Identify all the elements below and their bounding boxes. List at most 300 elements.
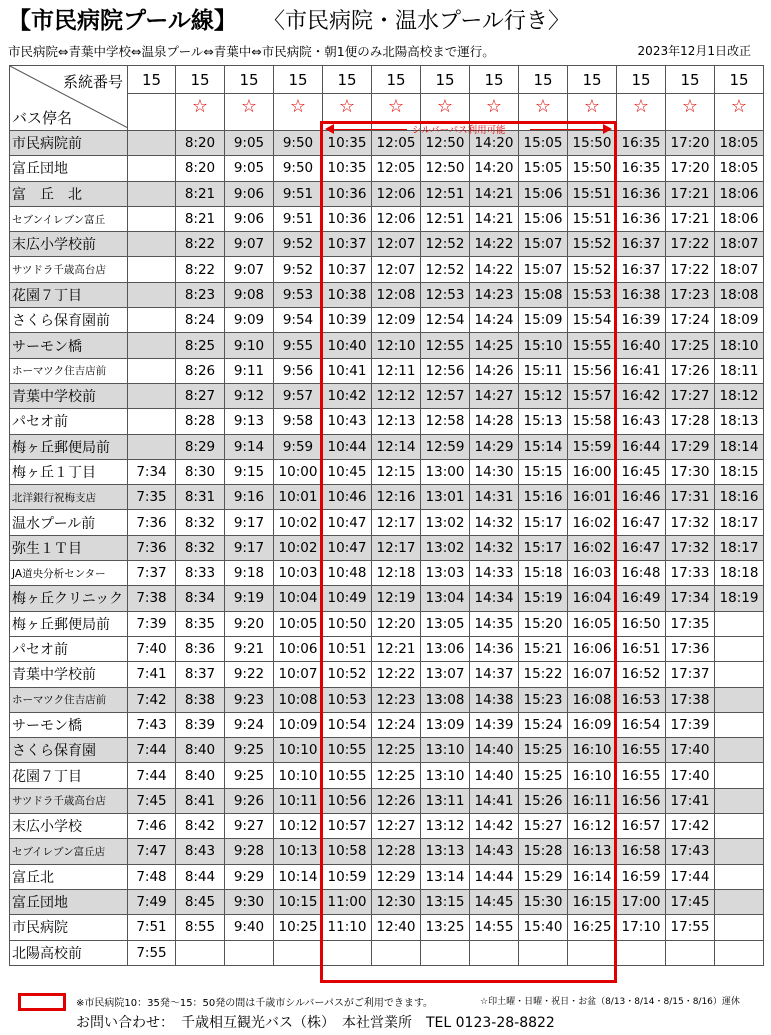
table-row: [10, 156, 764, 181]
departure-time: 15:52: [568, 232, 617, 257]
departure-time: 15:12: [519, 383, 568, 408]
departure-time: 7:39: [128, 611, 176, 636]
departure-time: [470, 940, 519, 965]
silver-pass-note: ※市民病院10：35発～15：50発の間は千歳市シルバーパスがご利用できます。: [76, 998, 434, 1009]
departure-time: 17:20: [666, 156, 715, 181]
departure-time: 12:23: [372, 687, 421, 712]
departure-time: [715, 611, 764, 636]
departure-time: 16:45: [617, 459, 666, 484]
departure-time: 17:36: [666, 636, 715, 661]
departure-time: 16:42: [617, 383, 666, 408]
departure-time: 17:44: [666, 864, 715, 889]
departure-time: 8:36: [176, 636, 225, 661]
departure-time: 12:14: [372, 434, 421, 459]
departure-time: 15:23: [519, 687, 568, 712]
stop-name: JA道央分析センター: [10, 561, 128, 586]
departure-time: 14:40: [470, 763, 519, 788]
departure-time: 18:07: [715, 232, 764, 257]
legend-red-box: [18, 993, 66, 1011]
table-row: [10, 738, 764, 763]
departure-time: 13:04: [421, 586, 470, 611]
departure-time: 14:32: [470, 510, 519, 535]
table-row: [10, 561, 764, 586]
departure-time: 9:16: [225, 485, 274, 510]
departure-time: 9:53: [274, 282, 323, 307]
stop-name: 青葉中学校前: [10, 383, 128, 408]
departure-time: 8:24: [176, 308, 225, 333]
departure-time: 8:35: [176, 611, 225, 636]
departure-time: 7:43: [128, 712, 176, 737]
departure-time: 15:51: [568, 181, 617, 206]
departure-time: 8:32: [176, 535, 225, 560]
departure-time: 7:42: [128, 687, 176, 712]
departure-time: 16:41: [617, 358, 666, 383]
departure-time: 16:00: [568, 459, 617, 484]
table-row: [10, 687, 764, 712]
departure-time: 17:40: [666, 738, 715, 763]
departure-time: 16:35: [617, 131, 666, 156]
route-number-cell: 15: [470, 66, 519, 94]
table-row: [10, 232, 764, 257]
revision-date: 2023年12月1日改正: [637, 44, 751, 58]
departure-time: 9:51: [274, 206, 323, 231]
departure-time: 14:24: [470, 308, 519, 333]
stop-name: 青葉中学校前: [10, 662, 128, 687]
departure-time: 17:21: [666, 181, 715, 206]
departure-time: 7:36: [128, 510, 176, 535]
departure-time: 16:38: [617, 282, 666, 307]
departure-time: 18:05: [715, 131, 764, 156]
departure-time: 15:52: [568, 257, 617, 282]
departure-time: 9:26: [225, 788, 274, 813]
departure-time: 9:23: [225, 687, 274, 712]
departure-time: 12:07: [372, 232, 421, 257]
departure-time: 12:25: [372, 763, 421, 788]
departure-time: 15:22: [519, 662, 568, 687]
departure-time: 16:56: [617, 788, 666, 813]
departure-time: 14:29: [470, 434, 519, 459]
departure-time: [128, 383, 176, 408]
departure-time: 7:55: [128, 940, 176, 965]
departure-time: [715, 763, 764, 788]
departure-time: 17:25: [666, 333, 715, 358]
table-row: [10, 586, 764, 611]
departure-time: 17:00: [617, 889, 666, 914]
departure-time: 12:17: [372, 510, 421, 535]
departure-time: 10:59: [323, 864, 372, 889]
departure-time: 8:33: [176, 561, 225, 586]
timetable-subtitle: 〈市民病院・温水プール行き〉: [263, 9, 570, 34]
departure-time: 18:13: [715, 409, 764, 434]
departure-time: 8:40: [176, 763, 225, 788]
departure-time: 13:03: [421, 561, 470, 586]
table-row: [10, 915, 764, 940]
departure-time: 17:26: [666, 358, 715, 383]
departure-time: 12:57: [421, 383, 470, 408]
departure-time: [274, 940, 323, 965]
departure-time: 10:08: [274, 687, 323, 712]
departure-time: 9:50: [274, 131, 323, 156]
departure-time: 9:05: [225, 156, 274, 181]
departure-time: 9:18: [225, 561, 274, 586]
departure-time: 15:40: [519, 915, 568, 940]
arrow-right-icon: [603, 124, 612, 134]
departure-time: 10:09: [274, 712, 323, 737]
departure-time: 18:05: [715, 156, 764, 181]
departure-time: 12:50: [421, 156, 470, 181]
route-number-label: 系統番号: [62, 73, 123, 91]
departure-time: 14:26: [470, 358, 519, 383]
departure-time: 14:21: [470, 206, 519, 231]
departure-time: 10:12: [274, 814, 323, 839]
departure-time: 17:20: [666, 131, 715, 156]
stop-name: 温水プール前: [10, 510, 128, 535]
departure-time: 16:02: [568, 535, 617, 560]
table-row: [10, 662, 764, 687]
departure-time: 16:13: [568, 839, 617, 864]
departure-time: [128, 257, 176, 282]
departure-time: 10:02: [274, 510, 323, 535]
star-mark: ☆: [176, 94, 225, 131]
departure-time: 13:14: [421, 864, 470, 889]
route-number-cell: 15: [568, 66, 617, 94]
departure-time: 12:10: [372, 333, 421, 358]
departure-time: 18:16: [715, 485, 764, 510]
departure-time: 16:47: [617, 535, 666, 560]
departure-time: 12:52: [421, 257, 470, 282]
departure-time: 10:37: [323, 257, 372, 282]
departure-time: 13:05: [421, 611, 470, 636]
route-number-cell: 15: [666, 66, 715, 94]
departure-time: 9:30: [225, 889, 274, 914]
departure-time: 8:22: [176, 257, 225, 282]
departure-time: 9:07: [225, 232, 274, 257]
departure-time: 16:55: [617, 763, 666, 788]
stop-name: 末広小学校前: [10, 232, 128, 257]
departure-time: 15:17: [519, 535, 568, 560]
departure-time: 10:41: [323, 358, 372, 383]
star-mark: ☆: [470, 94, 519, 131]
departure-time: 17:31: [666, 485, 715, 510]
departure-time: 10:25: [274, 915, 323, 940]
star-mark: ☆: [372, 94, 421, 131]
departure-time: 15:28: [519, 839, 568, 864]
departure-time: 17:30: [666, 459, 715, 484]
departure-time: [128, 409, 176, 434]
departure-time: 15:14: [519, 434, 568, 459]
stop-name: さくら保育園: [10, 738, 128, 763]
departure-time: 10:15: [274, 889, 323, 914]
table-row: [10, 712, 764, 737]
departure-time: 13:02: [421, 535, 470, 560]
departure-time: 9:25: [225, 763, 274, 788]
departure-time: 12:27: [372, 814, 421, 839]
route-number-cell: 15: [128, 66, 176, 94]
departure-time: 17:35: [666, 611, 715, 636]
departure-time: 15:18: [519, 561, 568, 586]
departure-time: 11:00: [323, 889, 372, 914]
departure-time: 8:45: [176, 889, 225, 914]
departure-time: 8:20: [176, 156, 225, 181]
table-row: [10, 940, 764, 965]
departure-time: 16:43: [617, 409, 666, 434]
departure-time: 10:11: [274, 788, 323, 813]
departure-time: 8:30: [176, 459, 225, 484]
departure-time: 8:55: [176, 915, 225, 940]
departure-time: [128, 206, 176, 231]
departure-time: 10:47: [323, 535, 372, 560]
departure-time: 14:42: [470, 814, 519, 839]
table-row: [10, 434, 764, 459]
departure-time: 8:21: [176, 206, 225, 231]
table-row: [10, 485, 764, 510]
departure-time: 10:51: [323, 636, 372, 661]
departure-time: 14:38: [470, 687, 519, 712]
departure-time: [715, 712, 764, 737]
departure-time: 16:08: [568, 687, 617, 712]
table-row: [10, 206, 764, 231]
departure-time: 9:52: [274, 232, 323, 257]
departure-time: 18:19: [715, 586, 764, 611]
departure-time: 13:25: [421, 915, 470, 940]
departure-time: 14:21: [470, 181, 519, 206]
departure-time: 17:39: [666, 712, 715, 737]
departure-time: 12:06: [372, 181, 421, 206]
departure-time: 14:32: [470, 535, 519, 560]
departure-time: 10:01: [274, 485, 323, 510]
silver-arrow-left-line: [332, 129, 407, 130]
stop-name: 富丘団地: [10, 889, 128, 914]
departure-time: 15:10: [519, 333, 568, 358]
departure-time: [519, 940, 568, 965]
departure-time: 10:05: [274, 611, 323, 636]
star-mark: [128, 94, 176, 131]
departure-time: 17:22: [666, 257, 715, 282]
departure-time: 18:18: [715, 561, 764, 586]
departure-time: 16:39: [617, 308, 666, 333]
departure-time: 15:24: [519, 712, 568, 737]
table-row: [10, 763, 764, 788]
departure-time: 12:05: [372, 131, 421, 156]
departure-time: 8:26: [176, 358, 225, 383]
departure-time: [176, 940, 225, 965]
departure-time: 17:55: [666, 915, 715, 940]
table-row: [10, 282, 764, 307]
star-mark: ☆: [666, 94, 715, 131]
departure-time: 14:22: [470, 257, 519, 282]
departure-time: 8:40: [176, 738, 225, 763]
stop-name: 梅ヶ丘１丁目: [10, 459, 128, 484]
departure-time: 10:10: [274, 738, 323, 763]
departure-time: 12:25: [372, 738, 421, 763]
departure-time: 15:05: [519, 156, 568, 181]
table-row: [10, 510, 764, 535]
table-row: [10, 383, 764, 408]
departure-time: 8:42: [176, 814, 225, 839]
departure-time: 7:34: [128, 459, 176, 484]
departure-time: 10:56: [323, 788, 372, 813]
stop-name: 北洋銀行祝梅支店: [10, 485, 128, 510]
stop-name: 市民病院: [10, 915, 128, 940]
departure-time: 10:42: [323, 383, 372, 408]
departure-time: 13:15: [421, 889, 470, 914]
departure-time: 9:24: [225, 712, 274, 737]
departure-time: 10:35: [323, 131, 372, 156]
stop-name: サーモン橋: [10, 712, 128, 737]
departure-time: 16:01: [568, 485, 617, 510]
departure-time: 15:50: [568, 156, 617, 181]
departure-time: 10:04: [274, 586, 323, 611]
departure-time: 12:29: [372, 864, 421, 889]
departure-time: 10:39: [323, 308, 372, 333]
departure-time: 17:40: [666, 763, 715, 788]
departure-time: 8:31: [176, 485, 225, 510]
departure-time: 16:07: [568, 662, 617, 687]
departure-time: 16:53: [617, 687, 666, 712]
departure-time: 9:20: [225, 611, 274, 636]
departure-time: 17:33: [666, 561, 715, 586]
departure-time: 11:10: [323, 915, 372, 940]
departure-time: 13:02: [421, 510, 470, 535]
departure-time: 10:07: [274, 662, 323, 687]
departure-time: 9:22: [225, 662, 274, 687]
stop-name: ホーマツク住吉店前: [10, 687, 128, 712]
departure-time: 12:30: [372, 889, 421, 914]
silver-arrow-right-line: [530, 129, 605, 130]
departure-time: 9:25: [225, 738, 274, 763]
departure-time: [715, 940, 764, 965]
departure-time: 15:51: [568, 206, 617, 231]
departure-time: 8:29: [176, 434, 225, 459]
timetable-title: 【市民病院プール線】: [8, 8, 237, 34]
departure-time: 12:58: [421, 409, 470, 434]
stop-name: サーモン橋: [10, 333, 128, 358]
departure-time: 8:22: [176, 232, 225, 257]
departure-time: 15:29: [519, 864, 568, 889]
departure-time: 15:21: [519, 636, 568, 661]
departure-time: 15:13: [519, 409, 568, 434]
departure-time: 12:05: [372, 156, 421, 181]
departure-time: 12:18: [372, 561, 421, 586]
departure-time: 18:14: [715, 434, 764, 459]
departure-time: 10:45: [323, 459, 372, 484]
stop-name: 花園７丁目: [10, 282, 128, 307]
departure-time: [715, 738, 764, 763]
departure-time: 16:04: [568, 586, 617, 611]
departure-time: 16:06: [568, 636, 617, 661]
departure-time: 10:38: [323, 282, 372, 307]
stop-name: サツドラ千歳高台店: [10, 788, 128, 813]
departure-time: 14:25: [470, 333, 519, 358]
departure-time: 7:38: [128, 586, 176, 611]
departure-time: 12:53: [421, 282, 470, 307]
departure-time: 8:44: [176, 864, 225, 889]
departure-time: 16:35: [617, 156, 666, 181]
departure-time: 9:17: [225, 535, 274, 560]
departure-time: [128, 358, 176, 383]
departure-time: 9:58: [274, 409, 323, 434]
departure-time: 17:45: [666, 889, 715, 914]
header-corner-cell: [10, 66, 128, 131]
departure-time: 14:44: [470, 864, 519, 889]
departure-time: 10:40: [323, 333, 372, 358]
departure-time: 14:39: [470, 712, 519, 737]
departure-time: [225, 940, 274, 965]
stop-name: セブイレブン富丘店: [10, 839, 128, 864]
departure-time: 14:30: [470, 459, 519, 484]
departure-time: 15:53: [568, 282, 617, 307]
departure-time: 16:58: [617, 839, 666, 864]
departure-time: 8:28: [176, 409, 225, 434]
departure-time: 16:51: [617, 636, 666, 661]
departure-time: 16:02: [568, 510, 617, 535]
departure-time: 15:56: [568, 358, 617, 383]
departure-time: 16:05: [568, 611, 617, 636]
departure-time: 15:27: [519, 814, 568, 839]
departure-time: 17:43: [666, 839, 715, 864]
departure-time: 18:06: [715, 206, 764, 231]
table-row: [10, 636, 764, 661]
departure-time: 14:55: [470, 915, 519, 940]
departure-time: [715, 636, 764, 661]
departure-time: 16:40: [617, 333, 666, 358]
arrow-left-icon: [325, 124, 334, 134]
departure-time: 16:10: [568, 763, 617, 788]
departure-time: 7:44: [128, 763, 176, 788]
departure-time: 13:00: [421, 459, 470, 484]
departure-time: 12:54: [421, 308, 470, 333]
departure-time: 13:11: [421, 788, 470, 813]
departure-time: 16:49: [617, 586, 666, 611]
departure-time: 13:10: [421, 738, 470, 763]
departure-time: 8:25: [176, 333, 225, 358]
departure-time: 9:27: [225, 814, 274, 839]
holiday-note: ☆印土曜・日曜・祝日・お盆（8/13・8/14・8/15・8/16）運休: [480, 997, 740, 1007]
departure-time: 18:15: [715, 459, 764, 484]
departure-time: 8:34: [176, 586, 225, 611]
departure-time: 10:55: [323, 738, 372, 763]
stop-name: 梅ヶ丘郵便局前: [10, 434, 128, 459]
departure-time: 16:47: [617, 510, 666, 535]
departure-time: 10:10: [274, 763, 323, 788]
departure-time: 10:36: [323, 206, 372, 231]
departure-time: 17:21: [666, 206, 715, 231]
departure-time: 16:37: [617, 257, 666, 282]
departure-time: 18:07: [715, 257, 764, 282]
table-row: [10, 131, 764, 156]
departure-time: 7:37: [128, 561, 176, 586]
departure-time: [715, 864, 764, 889]
departure-time: 10:37: [323, 232, 372, 257]
departure-time: 9:09: [225, 308, 274, 333]
departure-time: [715, 662, 764, 687]
departure-time: 16:25: [568, 915, 617, 940]
departure-time: 17:22: [666, 232, 715, 257]
table-row: [10, 358, 764, 383]
departure-time: 15:05: [519, 131, 568, 156]
departure-time: 16:48: [617, 561, 666, 586]
departure-time: 12:52: [421, 232, 470, 257]
departure-time: 7:46: [128, 814, 176, 839]
departure-time: 10:14: [274, 864, 323, 889]
departure-time: 15:06: [519, 206, 568, 231]
departure-time: 13:08: [421, 687, 470, 712]
route-number-cell: 15: [617, 66, 666, 94]
departure-time: 10:55: [323, 763, 372, 788]
star-mark: ☆: [715, 94, 764, 131]
departure-time: 16:50: [617, 611, 666, 636]
departure-time: 7:51: [128, 915, 176, 940]
